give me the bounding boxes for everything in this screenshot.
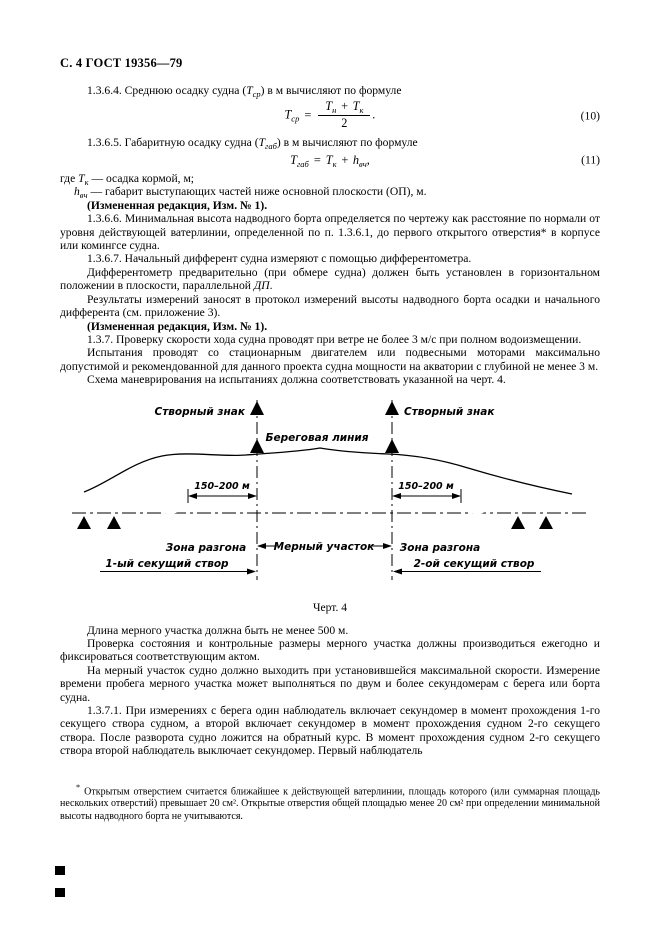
where-line-2: $h_{вч}$ — габарит выступающих частей ниже основной плоскости (ОП), м. [74, 185, 427, 201]
turning-loop-left [158, 498, 182, 514]
para-13711: 1.3.7.1. При измерениях с берега один наблюдатель включает секундомер в момент прохождения 1-го секущего створа судном, а второй включает секундомер в момент прохождения судном 2-го секущего створа. После разворота судно ложится на обратный курс. В момент прохождения судном 2-го секущего створа второй наблюдатель выключает секундомер. Первый наблюдатель [60, 703, 600, 758]
footnote [60, 782, 600, 823]
arrowhead [257, 543, 266, 549]
footnote-text: Открытым отверстием считается ближайшее к действующей ватерлинии, площадь которого (или суммарная площадь нескольких отверстий) превышает 20 см². Открытые отверстия общей площадью менее 20 см² при определении минимальной высоты надводного борта не учитываются. [60, 785, 600, 822]
para-1364: 1.3.6.4. Среднюю осадку судна $(Т_{ср})$ в м вычисляют по формуле [87, 84, 402, 99]
para-trials: Испытания проводят со стационарным двигателем или подвесными моторами максимально допустимой и рекомендованной для данного проекта судна мощности на акватории с глубиной не менее 3 м. [60, 346, 600, 373]
dim-label-left: 150–200 м [194, 480, 250, 492]
body-text [60, 84, 600, 387]
arrowhead [248, 493, 257, 499]
print-mark [55, 866, 65, 875]
print-mark [55, 888, 65, 897]
formula-10: $Т_{ср}$ = $\frac{Т_н + Т_к}{2}$ . (10) [284, 99, 600, 130]
where-line-1: где $Т_к$ — осадка кормой, м; [60, 172, 195, 188]
formula-11: $Т_{габ} = Т_к + h_{вч}$, (11) [290, 152, 600, 169]
zone-right-label: Зона разгона [399, 541, 481, 554]
diagram-canvas [70, 396, 590, 594]
arrowhead [452, 493, 461, 499]
equation-number: (10) [580, 109, 600, 123]
leading-mark-icon [250, 401, 264, 415]
arrowhead [392, 493, 401, 499]
footnote-star: * [76, 782, 81, 792]
gate2-label: 2-ой секущий створ [413, 557, 535, 570]
para-enter: На мерный участок судно должно выходить при установившейся максимальной скорости. Измерение времени пробега мерного участка может выполняться по двум и более секундомерам с берега или борта судна. [60, 663, 600, 704]
para-trimmeter: Дифферентометр предварительно (при обмере судна) должен быть установлен в горизонтальном положении в плоскости, параллельной ДП. [60, 265, 600, 293]
amendment-note-2: (Измененная редакция, Изм. № 1). [87, 319, 268, 333]
shore-mark-icon [511, 516, 525, 529]
shore-mark-icon [107, 516, 121, 529]
leading-mark-label-left: Створный знак [154, 405, 245, 418]
figure-caption: Черт. 4 [312, 600, 348, 614]
para-1366: 1.3.6.6. Минимальная высота надводного борта определяется по чертежу как расстояние по нормали от уровня действующей ватерлинии, определенной по п. 1.3.6.1, до первого открытого отверстия* в корпусе или комингсе судна. [60, 212, 600, 253]
leading-mark-icon [250, 439, 264, 453]
para-check: Проверка состояния и контрольные размеры мерного участка должны производиться ежегодно и фиксироваться соответствующим актом. [60, 636, 600, 664]
amendment-note-1: (Измененная редакция, Изм. № 1). [87, 198, 268, 212]
arrowhead [247, 568, 256, 574]
arrowhead [188, 493, 197, 499]
page-header: С. 4 ГОСТ 19356—79 [60, 56, 183, 70]
leading-mark-icon [385, 439, 399, 453]
turning-loop-right [465, 498, 489, 514]
gate1-label: 1-ый секущий створ [105, 557, 229, 570]
leading-mark-label-right: Створный знак [404, 405, 495, 418]
leading-mark-icon [385, 401, 399, 415]
maneuvering-diagram [60, 396, 600, 599]
para-137: 1.3.7. Проверку скорости хода судна проводят при ветре не более 3 м/с при полном водоизмещении. [87, 332, 582, 346]
para-results: Результаты измерений заносят в протокол измерений высоты надводного борта осадки и начального дифферента (см. приложение 3). [60, 292, 600, 320]
shore-mark-icon [539, 516, 553, 529]
equation-number: (11) [581, 153, 600, 167]
para-scheme: Схема маневрирования на испытаниях должна соответствовать указанной на черт. 4. [87, 373, 506, 387]
arrowhead [393, 568, 402, 574]
dim-label-right: 150–200 м [398, 480, 454, 492]
zone-left-label: Зона разгона [165, 541, 247, 554]
shoreline-label: Береговая линия [265, 431, 369, 444]
para-length: Длина мерного участка должна быть не менее 500 м. [87, 623, 349, 637]
arrowhead [383, 543, 392, 549]
fraction: $\frac{Т_н + Т_к}{2}$ [318, 100, 370, 130]
para-1365: 1.3.6.5. Габаритную осадку судна $(Т_{габ})$ в м вычисляют по формуле [87, 136, 418, 152]
section-label: Мерный участок [273, 540, 375, 553]
body-text-after-figure [60, 624, 600, 758]
para-1367: 1.3.6.7. Начальный дифферент судна измеряют с помощью дифферентометра. [87, 252, 472, 266]
shoreline-curve [84, 448, 572, 494]
shore-mark-icon [77, 516, 91, 529]
